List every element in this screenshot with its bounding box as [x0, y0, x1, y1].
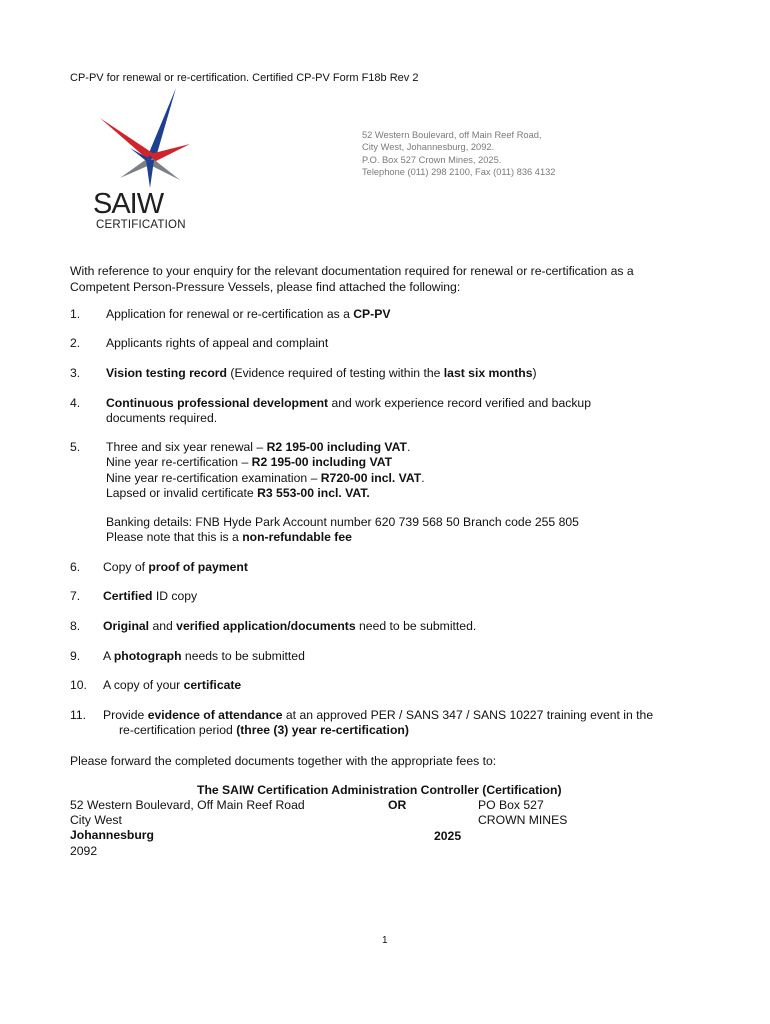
list-text — [103, 678, 683, 693]
address-line: City West — [70, 813, 122, 828]
address-line: Johannesburg — [70, 828, 154, 843]
text-run: Lapsed or invalid certificate — [106, 485, 258, 500]
text-run: Application for renewal or re-certification as a — [106, 307, 354, 321]
list-number: 8. — [70, 619, 81, 633]
bold-run: R2 195-00 including VAT — [266, 440, 407, 454]
list-text — [106, 366, 686, 381]
logo-spike-red-left — [100, 118, 154, 158]
text-run: Nine year re-certification – — [106, 455, 252, 470]
text-run: Please note that this is a — [106, 530, 243, 545]
address-line: PO Box 527 — [478, 798, 544, 812]
banking-line: Banking details: FNB Hyde Park Account number 620 739 568 50 Branch code 255 805 — [106, 515, 579, 529]
bold-run: Vision testing record — [106, 366, 227, 380]
logo-spike-blue-bottom — [146, 160, 154, 188]
intro-paragraph — [70, 264, 680, 295]
text-run: . — [406, 440, 411, 454]
bold-run: last six months — [443, 366, 533, 380]
list-number: 4. — [70, 396, 81, 410]
bold-run: R3 553-00 incl. VAT. — [257, 485, 370, 500]
bold-run: R2 195-00 including VAT — [251, 455, 393, 470]
bold-run: Continuous professional development — [106, 396, 329, 410]
postal-code: 2025 — [434, 829, 462, 843]
bold-run: Original — [103, 619, 150, 633]
address-line: 52 Western Boulevard, Off Main Reef Road — [70, 798, 305, 812]
text-run: ) — [532, 366, 537, 380]
text-run: Three and six year renewal – — [106, 440, 267, 454]
list-text — [103, 619, 683, 634]
address-line: P.O. Box 527 Crown Mines, 2025. — [362, 154, 502, 165]
bold-run: R720-00 incl. VAT — [320, 470, 422, 485]
text-run: Nine year re-certification examination – — [106, 470, 321, 485]
postal-address — [478, 798, 567, 828]
intro-line: With reference to your enquiry for the relevant documentation required for renewal or re-certification as a — [70, 264, 634, 278]
list-text — [106, 440, 686, 501]
text-run: A copy of your — [103, 678, 184, 692]
text-run: needs to be submitted — [181, 649, 305, 663]
address-line: 52 Western Boulevard, off Main Reef Road, — [362, 130, 542, 140]
list-text — [103, 560, 683, 575]
bold-run: (three (3) year re-certification) — [236, 723, 409, 738]
address-line: City West, Johannesburg, 2092. — [362, 142, 495, 153]
street-address — [70, 798, 305, 859]
list-number: 3. — [70, 366, 81, 380]
text-run: need to be submitted. — [355, 619, 477, 633]
or-separator: OR — [388, 798, 407, 812]
document-header: CP-PV for renewal or re-certification. Certified CP-PV Form F18b Rev 2 — [70, 72, 419, 84]
recipient-title: The SAIW Certification Administration Controller (Certification) — [197, 783, 562, 797]
text-run: at an approved PER / SANS 347 / SANS 10227 training event in the — [282, 708, 654, 722]
text-run: . — [421, 470, 425, 485]
bold-run: proof of payment — [148, 560, 248, 574]
list-text — [103, 708, 683, 739]
list-number: 1. — [70, 307, 81, 321]
banking-details — [106, 515, 579, 546]
address-line: CROWN MINES — [478, 813, 568, 828]
list-number: 6. — [70, 560, 81, 574]
text-run: documents required. — [106, 411, 218, 426]
forward-instruction: Please forward the completed documents together with the appropriate fees to: — [70, 754, 497, 768]
bold-run: certificate — [183, 678, 242, 692]
list-number: 7. — [70, 589, 81, 603]
logo-wordmark: SAIW — [93, 188, 164, 220]
list-text — [103, 649, 683, 664]
logo-subtitle: CERTIFICATION — [96, 219, 186, 231]
list-number: 9. — [70, 649, 81, 663]
bold-run: evidence of attendance — [147, 708, 283, 722]
text-run: and — [149, 619, 177, 633]
organisation-address — [362, 129, 555, 179]
list-number: 11. — [70, 708, 87, 722]
address-line: Telephone (011) 298 2100, Fax (011) 836 4132 — [362, 167, 556, 178]
bold-run: non-refundable fee — [242, 530, 352, 545]
text-run: Copy of — [103, 560, 149, 574]
address-line: 2092 — [70, 843, 98, 858]
bold-run: CP-PV — [353, 307, 391, 321]
list-number: 10. — [70, 678, 87, 692]
text-run: and work experience record verified and backup — [328, 396, 591, 410]
text-run: A — [103, 649, 114, 663]
list-text — [106, 307, 686, 322]
page-number: 1 — [382, 935, 388, 946]
text-run: re-certification period — [119, 723, 237, 738]
bold-run: Certified — [103, 589, 153, 603]
text-run: ID copy — [152, 589, 198, 603]
text-run: Provide — [103, 708, 148, 722]
list-number: 2. — [70, 336, 81, 350]
list-text — [106, 396, 686, 427]
bold-run: photograph — [113, 649, 182, 663]
bold-run: verified application/documents — [176, 619, 356, 633]
text-run: (Evidence required of testing within the — [227, 366, 444, 380]
intro-line: Competent Person-Pressure Vessels, please find attached the following: — [70, 279, 461, 294]
list-text — [103, 589, 683, 604]
list-text: Applicants rights of appeal and complaint — [106, 336, 329, 350]
fee-note — [106, 530, 579, 545]
list-number: 5. — [70, 440, 81, 454]
